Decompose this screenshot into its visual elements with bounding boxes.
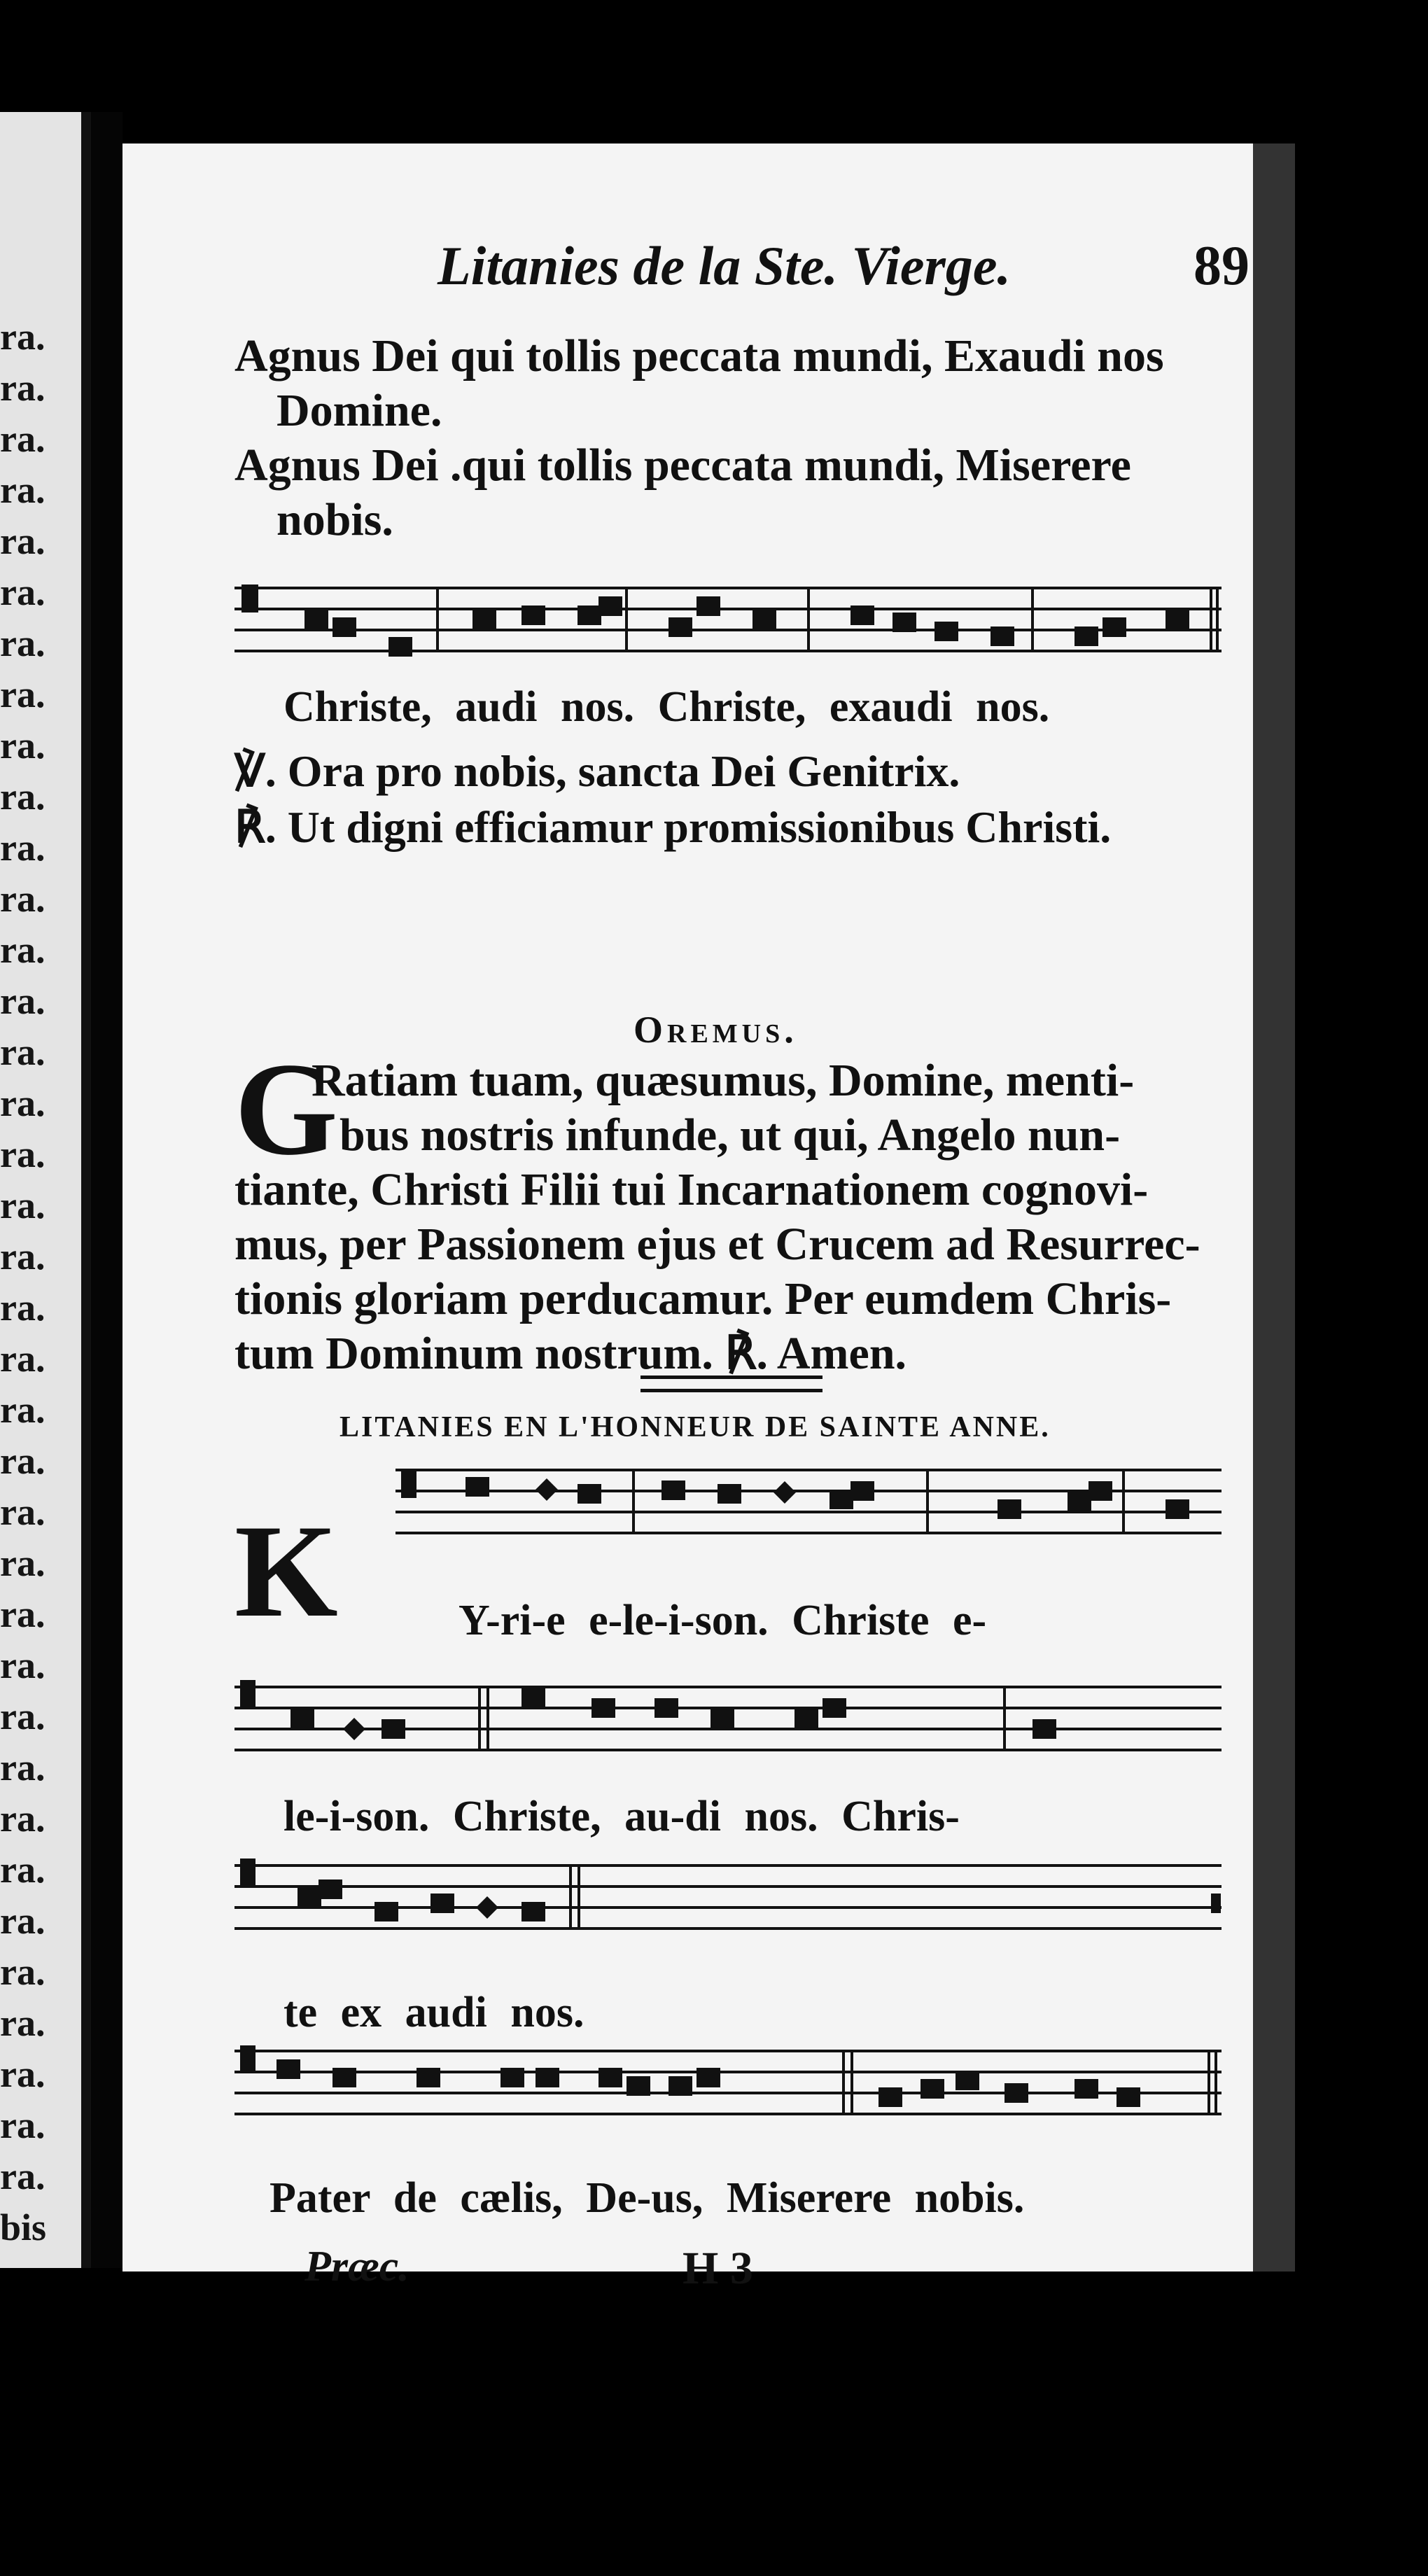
page-number: 89: [1194, 235, 1250, 297]
facing-page-fragment: ra.: [0, 2053, 46, 2095]
facing-page-fragment: ra.: [0, 1798, 46, 1840]
agnus-line-1: Agnus Dei qui tollis peccata mundi, Exaudi nos: [234, 330, 1164, 382]
facing-page-fragment: ra.: [0, 1695, 46, 1737]
section-title: LITANIES EN L'HONNEUR DE SAINTE ANNE.: [340, 1411, 1051, 1443]
chant-staff-5: [234, 2037, 1222, 2142]
facing-page-fragment: ra.: [0, 1082, 46, 1124]
quire-signature: H 3: [682, 2243, 753, 2294]
facing-page-fragment: ra.: [0, 1746, 46, 1788]
prayer-line: tiante, Christi Filii tui Incarnationem cognovi-: [234, 1164, 1149, 1215]
facing-page-fragment: ra.: [0, 1491, 46, 1533]
prayer-line: tum Dominum nostrum. ℟. Amen.: [234, 1328, 907, 1379]
facing-page-fragment: ra.: [0, 1542, 46, 1584]
response: ℟. Ut digni efficiamur promissionibus Christi.: [234, 802, 1112, 852]
chant-staff-2: [396, 1456, 1222, 1561]
facing-page-fragment: ra.: [0, 1338, 46, 1380]
facing-page-shadow: [81, 112, 91, 2268]
facing-page-fragment: ra.: [0, 571, 46, 613]
facing-page-fragment: ra.: [0, 316, 46, 358]
litany-invocation: Pater de cælis, De-us, Miserere nobis.: [270, 2174, 1025, 2222]
staff-svg-4: [234, 1851, 1222, 1956]
collect-prayer: [234, 1036, 1228, 1381]
agnus-line-1b: Domine.: [276, 385, 442, 436]
drop-cap-k: K: [234, 1498, 338, 1645]
chant-staff-3: [234, 1673, 1222, 1778]
facing-page-fragment: ra.: [0, 1951, 46, 1993]
facing-page-fragment: ra.: [0, 1287, 46, 1329]
book-gutter: [91, 112, 122, 2268]
facing-page-fragment: ra.: [0, 929, 46, 971]
prayer-line: mus, per Passionem ejus et Crucem ad Resurrec-: [234, 1219, 1200, 1270]
facing-page-fragment: ra.: [0, 1031, 46, 1073]
facing-page-fragment: bis: [0, 2206, 47, 2248]
signature-catchword: Præc.: [304, 2243, 410, 2290]
staff-svg-2: [396, 1456, 1222, 1561]
kyrie-lyrics-3: te ex audi nos.: [284, 1989, 584, 2036]
agnus-line-2: Agnus Dei .qui tollis peccata mundi, Miserere: [234, 440, 1131, 491]
versicle: ℣. Ora pro nobis, sancta Dei Genitrix.: [234, 746, 960, 796]
facing-page-fragment: ra.: [0, 1593, 46, 1635]
prayer-line: Ratiam tuam, quæsumus, Domine, menti-: [312, 1055, 1135, 1106]
oremus-heading: Oremus.: [634, 1009, 798, 1051]
facing-page-fragment: ra.: [0, 1900, 46, 1942]
facing-page-fragment: ra.: [0, 622, 46, 664]
facing-page-fragment: ra.: [0, 1389, 46, 1431]
facing-page-text-fragments: [0, 312, 84, 2253]
facing-page-fragment: ra.: [0, 776, 46, 818]
page-header: [178, 234, 1250, 304]
facing-page-fragment: ra.: [0, 1236, 46, 1278]
facing-page-fragment: ra.: [0, 2002, 46, 2044]
facing-page-fragment: ra.: [0, 418, 46, 460]
facing-page-fragment: ra.: [0, 469, 46, 511]
staff-svg-3: [234, 1673, 1222, 1778]
kyrie-lyrics-2: le-i-son. Christe, au-di nos. Chris-: [284, 1793, 960, 1840]
facing-page-fragment: ra.: [0, 2104, 46, 2146]
staff-svg-1: [234, 574, 1222, 679]
kyrie-lyrics-1: Y-ri-e e-le-i-son. Christe e-: [458, 1597, 987, 1644]
facing-page-fragment: ra.: [0, 1644, 46, 1686]
staff-svg-5: [234, 2037, 1222, 2142]
chant-staff-1: [234, 574, 1222, 679]
facing-page-fragment: ra.: [0, 1849, 46, 1891]
book-page: [122, 144, 1274, 2294]
chant-1-lyrics: Christe, audi nos. Christe, exaudi nos.: [284, 683, 1050, 731]
agnus-line-2b: nobis.: [276, 494, 393, 545]
chant-staff-4: [234, 1851, 1222, 1956]
agnus-dei-block: [234, 329, 1164, 547]
facing-page-edge: [0, 112, 91, 2268]
facing-page-fragment: ra.: [0, 827, 46, 869]
facing-page-fragment: ra.: [0, 1133, 46, 1175]
facing-page-fragment: ra.: [0, 520, 46, 562]
drop-cap-g: G: [234, 1036, 338, 1183]
right-page-shadow: [1253, 144, 1295, 2272]
facing-page-fragment: ra.: [0, 673, 46, 715]
running-title: Litanies de la Ste. Vierge.: [438, 235, 1011, 296]
facing-page-fragment: ra.: [0, 1440, 46, 1482]
facing-page-fragment: ra.: [0, 878, 46, 920]
facing-page-fragment: ra.: [0, 724, 46, 766]
prayer-line: bus nostris infunde, ut qui, Angelo nun-: [340, 1110, 1121, 1161]
prayer-line: tionis gloriam perducamur. Per eumdem Chris-: [234, 1273, 1172, 1324]
facing-page-fragment: ra.: [0, 367, 46, 409]
facing-page-fragment: ra.: [0, 1184, 46, 1226]
facing-page-fragment: ra.: [0, 980, 46, 1022]
section-divider-rule: [640, 1376, 822, 1392]
facing-page-fragment: ra.: [0, 2155, 46, 2197]
